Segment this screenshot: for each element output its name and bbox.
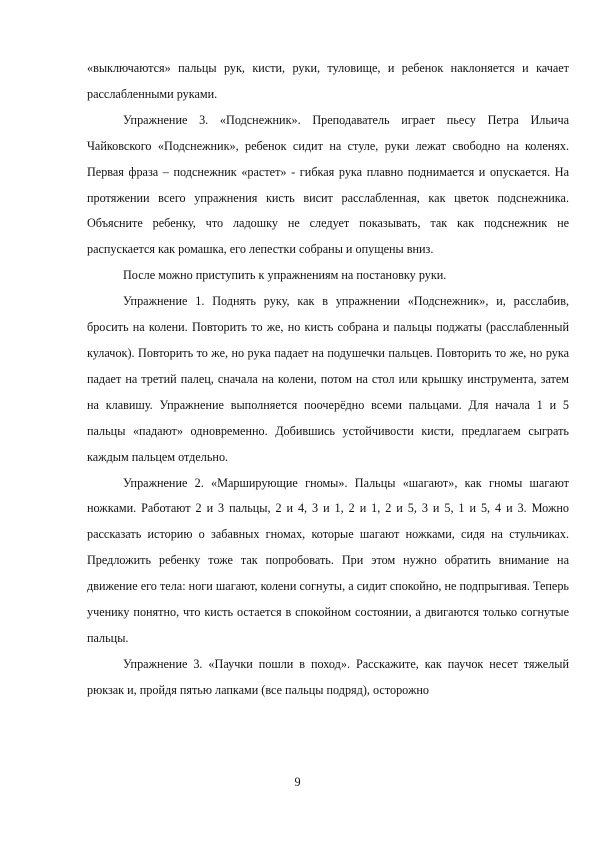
paragraph-exercise-3-spiders: Упражнение 3. «Паучки пошли в поход». Расскажите, как паучок несет тяжелый рюкзак и, пройдя пятью лапками (все пальцы подряд), осторожно: [87, 656, 569, 697]
paragraph-transition: После можно приступить к упражнениям на постановку руки.: [123, 268, 447, 283]
body-text: [87, 56, 569, 704]
paragraph-continuation: «выключаются» пальцы рук, кисти, руки, туловище, и ребенок наклоняется и качает расслабленными руками.: [87, 61, 569, 101]
page-number: 9: [294, 775, 301, 789]
paragraph-exercise-2-gnomes: Упражнение 2. «Марширующие гномы». Пальцы «шагают», как гномы шагают ножками. Работают 2 и 3 пальцы, 2 и 4, 3 и 1, 2 и 1, 2 и 5, 3 и 5, 1 и 5, 4 и 3. Можно рассказать историю о забавных гномах, которые шагают ножками, сидя на стульчиках. Предложить ребенку тоже так попробовать. При этом нужно обратить внимание на движение его тела: ноги шагают, колени согнуты, а сидит спокойно, не подпрыгивая. Теперь ученику понятно, что кисть остается в спокойном состоянии, а двигаются только согнутые пальцы.: [87, 475, 569, 645]
paragraph-exercise-3-snowdrop: Упражнение 3. «Подснежник». Преподаватель играет пьесу Петра Ильича Чайковского «Подснежник», ребенок сидит на стуле, руки лежат свободно на коленях. Первая фраза – подснежник «растет» - гибкая рука плавно поднимается и опускается. На протяжении всего упражнения кисть висит расслабленная, как цветок подснежника. Объясните ребенку, что ладошку не следует показывать, так как подснежник не распускается как ромашка, его лепестки собраны и опущены вниз.: [87, 112, 569, 257]
paragraph-exercise-1: Упражнение 1. Поднять руку, как в упражнении «Подснежник», и, расслабив, бросить на колени. Повторить то же, но кисть собрана и пальцы поджаты (расслабленный кулачок). Повторить то же, но рука падает на подушечки пальцев. Повторить то же, но рука падает на третий палец, сначала на колени, потом на стол или крышку инструмента, затем на клавишу. Упражнение выполняется поочерёдно всеми пальцами. Для начала 1 и 5 пальцы «падают» одновременно. Добившись устойчивости кисти, предлагаем сыграть каждым пальцем отдельно.: [87, 294, 569, 464]
